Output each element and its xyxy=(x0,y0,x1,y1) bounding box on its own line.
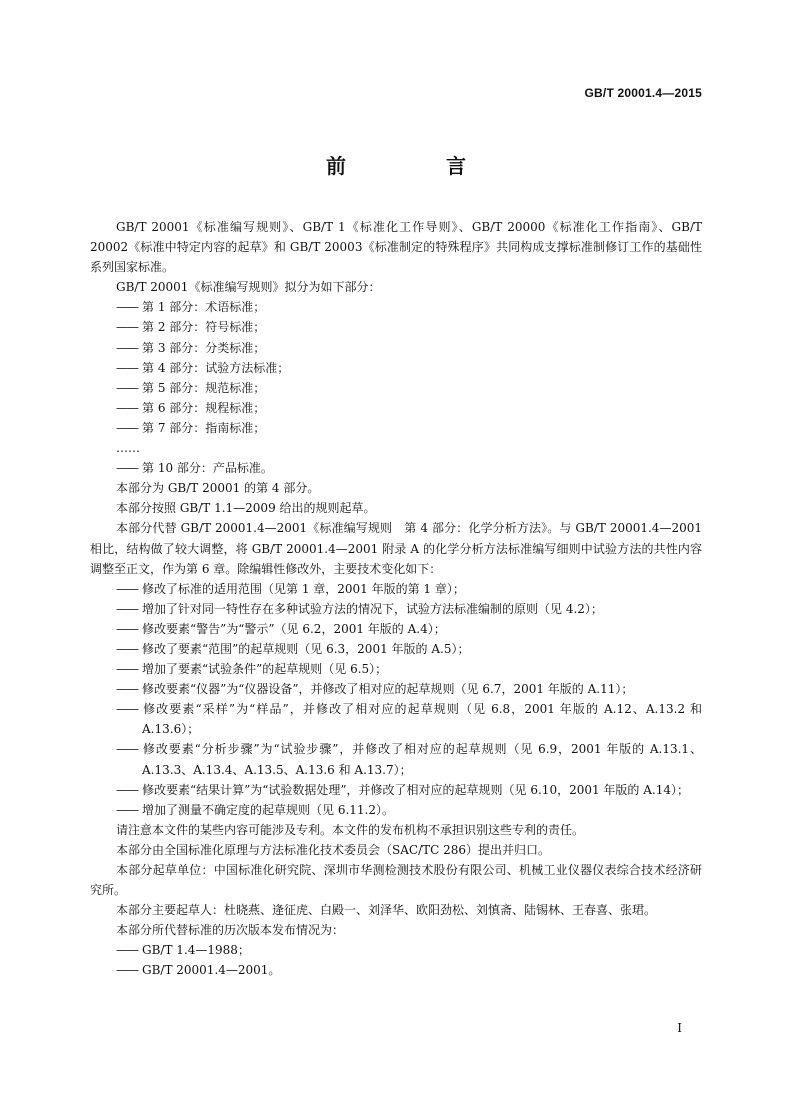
list-item-text: 第 2 部分：符号标准； xyxy=(142,320,266,335)
list-item-text: GB/T 20001.4—2001。 xyxy=(142,963,281,978)
dash-mark: —— xyxy=(116,682,138,697)
list-item-text: 第 7 部分：指南标准； xyxy=(142,420,266,435)
dash-mark: —— xyxy=(116,360,138,375)
dash-mark: —— xyxy=(116,300,138,315)
dash-mark: —— xyxy=(116,320,138,335)
dash-mark: —— xyxy=(116,400,138,415)
list-item xyxy=(90,739,702,779)
dash-mark: —— xyxy=(116,782,138,797)
list-item xyxy=(90,358,702,378)
dash-mark: —— xyxy=(116,702,138,717)
list-item-text: 修改了标准的适用范围（见第 1 章，2001 年版的第 1 章）； xyxy=(142,581,465,596)
list-item xyxy=(90,780,702,800)
list-item xyxy=(90,619,702,639)
dash-mark: —— xyxy=(116,802,138,817)
foreword-body xyxy=(90,217,702,981)
list-item xyxy=(90,297,702,317)
paragraph: 本部分起草单位：中国标准化研究院、深圳市华测检测技术股份有限公司、机械工业仪器仪表综合技术经济研究所。 xyxy=(90,863,702,898)
list-item-text: 第 5 部分：规范标准； xyxy=(142,380,266,395)
list-item xyxy=(90,960,702,980)
list-item xyxy=(90,639,702,659)
list-item-text: 第 4 部分：试验方法标准； xyxy=(142,360,290,375)
list-item-text: 修改要素“仪器”为“仪器设备”，并修改了相对应的起草规则（见 6.7，2001 年版的 A.11）； xyxy=(142,682,634,697)
dash-mark: —— xyxy=(116,601,138,616)
paragraph: 本部分所代替标准的历次版本发布情况为： xyxy=(116,923,345,938)
list-item xyxy=(90,679,702,699)
list-item-text: 增加了要素“试验条件”的起草规则（见 6.5）； xyxy=(142,662,388,677)
paragraph: GB/T 20001《标准编写规则》拟分为如下部分： xyxy=(116,280,381,295)
paragraph: 本部分为 GB/T 20001 的第 4 部分。 xyxy=(116,481,320,496)
list-item xyxy=(90,338,702,358)
list-item-text: 修改要素“分析步骤”为“试验步骤”，并修改了相对应的起草规则（见 6.9，2001 年版的 A.13.1、A.13.3、A.13.4、A.13.5、A.13.6 和 A.13.7）； xyxy=(142,742,702,777)
dash-mark: —— xyxy=(116,662,138,677)
list-item xyxy=(90,418,702,438)
list-item xyxy=(90,599,702,619)
paragraph: 请注意本文件的某些内容可能涉及专利。本文件的发布机构不承担识别这些专利的责任。 xyxy=(116,822,585,837)
list-item xyxy=(90,800,702,820)
list-item xyxy=(90,317,702,337)
list-item-text: 修改要素“结果计算”为“试验数据处理”，并修改了相对应的起草规则（见 6.10，2001 年版的 A.14）； xyxy=(142,782,689,797)
dash-mark: —— xyxy=(116,461,138,476)
dash-mark: —— xyxy=(116,420,138,435)
dash-mark: —— xyxy=(116,581,138,596)
page-title: 前 言 xyxy=(326,154,506,178)
list-item xyxy=(90,699,702,739)
list-item-text: 修改要素“采样”为“样品”，并修改了相对应的起草规则（见 6.8，2001 年版的 A.12、A.13.2 和 A.13.6）； xyxy=(142,702,702,737)
list-item-text: 修改要素“警告”为“警示”（见 6.2，2001 年版的 A.4）； xyxy=(142,621,446,636)
dash-mark: —— xyxy=(116,742,138,757)
standard-number: GB/T 20001.4—2015 xyxy=(584,86,702,100)
ellipsis: …… xyxy=(116,441,140,456)
list-item-text: 第 3 部分：分类标准； xyxy=(142,340,266,355)
paragraph: 本部分代替 GB/T 20001.4—2001《标准编写规则 第 4 部分：化学分析方法》。与 GB/T 20001.4—2001 相比，结构做了较大调整，将 GB/T 20001.4—2001 附录 A 的化学分析方法标准编写细则中试验方法的共性内容调整至正文，作为第 6 章。除编辑性修改外，主要技术变化如下： xyxy=(90,521,702,576)
list-item xyxy=(90,659,702,679)
list-item-text: GB/T 1.4—1988； xyxy=(142,943,250,958)
list-item-text: 增加了测量不确定度的起草规则（见 6.11.2）。 xyxy=(142,802,394,817)
dash-mark: —— xyxy=(116,340,138,355)
paragraph: 本部分主要起草人：杜晓燕、逄征虎、白殿一、刘泽华、欧阳劲松、刘慎斋、陆锡林、王春喜、张珺。 xyxy=(116,903,657,918)
page-number: I xyxy=(677,1021,682,1035)
list-item-text: 第 1 部分：术语标准； xyxy=(142,300,266,315)
dash-mark: —— xyxy=(116,943,138,958)
list-item-text: 第 10 部分：产品标准。 xyxy=(142,461,273,476)
list-item-text: 修改了要素“范围”的起草规则（见 6.3，2001 年版的 A.5）； xyxy=(142,641,470,656)
dash-mark: —— xyxy=(116,963,138,978)
paragraph: 本部分由全国标准化原理与方法标准化技术委员会（SAC/TC 286）提出并归口。 xyxy=(116,842,551,857)
list-item xyxy=(90,398,702,418)
list-item xyxy=(90,458,702,478)
paragraph: 本部分按照 GB/T 1.1—2009 给出的规则起草。 xyxy=(116,501,376,516)
dash-mark: —— xyxy=(116,641,138,656)
list-item-text: 增加了针对同一特性存在多种试验方法的情况下，试验方法标准编制的原则（见 4.2）； xyxy=(142,601,603,616)
dash-mark: —— xyxy=(116,380,138,395)
dash-mark: —— xyxy=(116,621,138,636)
list-item xyxy=(90,378,702,398)
paragraph: GB/T 20001《标准编写规则》、GB/T 1《标准化工作导则》、GB/T 20000《标准化工作指南》、GB/T 20002《标准中特定内容的起草》和 GB/T 20003《标准制定的特殊程序》共同构成支撑标准制修订工作的基础性系列国家标准。 xyxy=(90,220,702,275)
list-item xyxy=(90,579,702,599)
list-item-text: 第 6 部分：规程标准； xyxy=(142,400,266,415)
list-item xyxy=(90,940,702,960)
